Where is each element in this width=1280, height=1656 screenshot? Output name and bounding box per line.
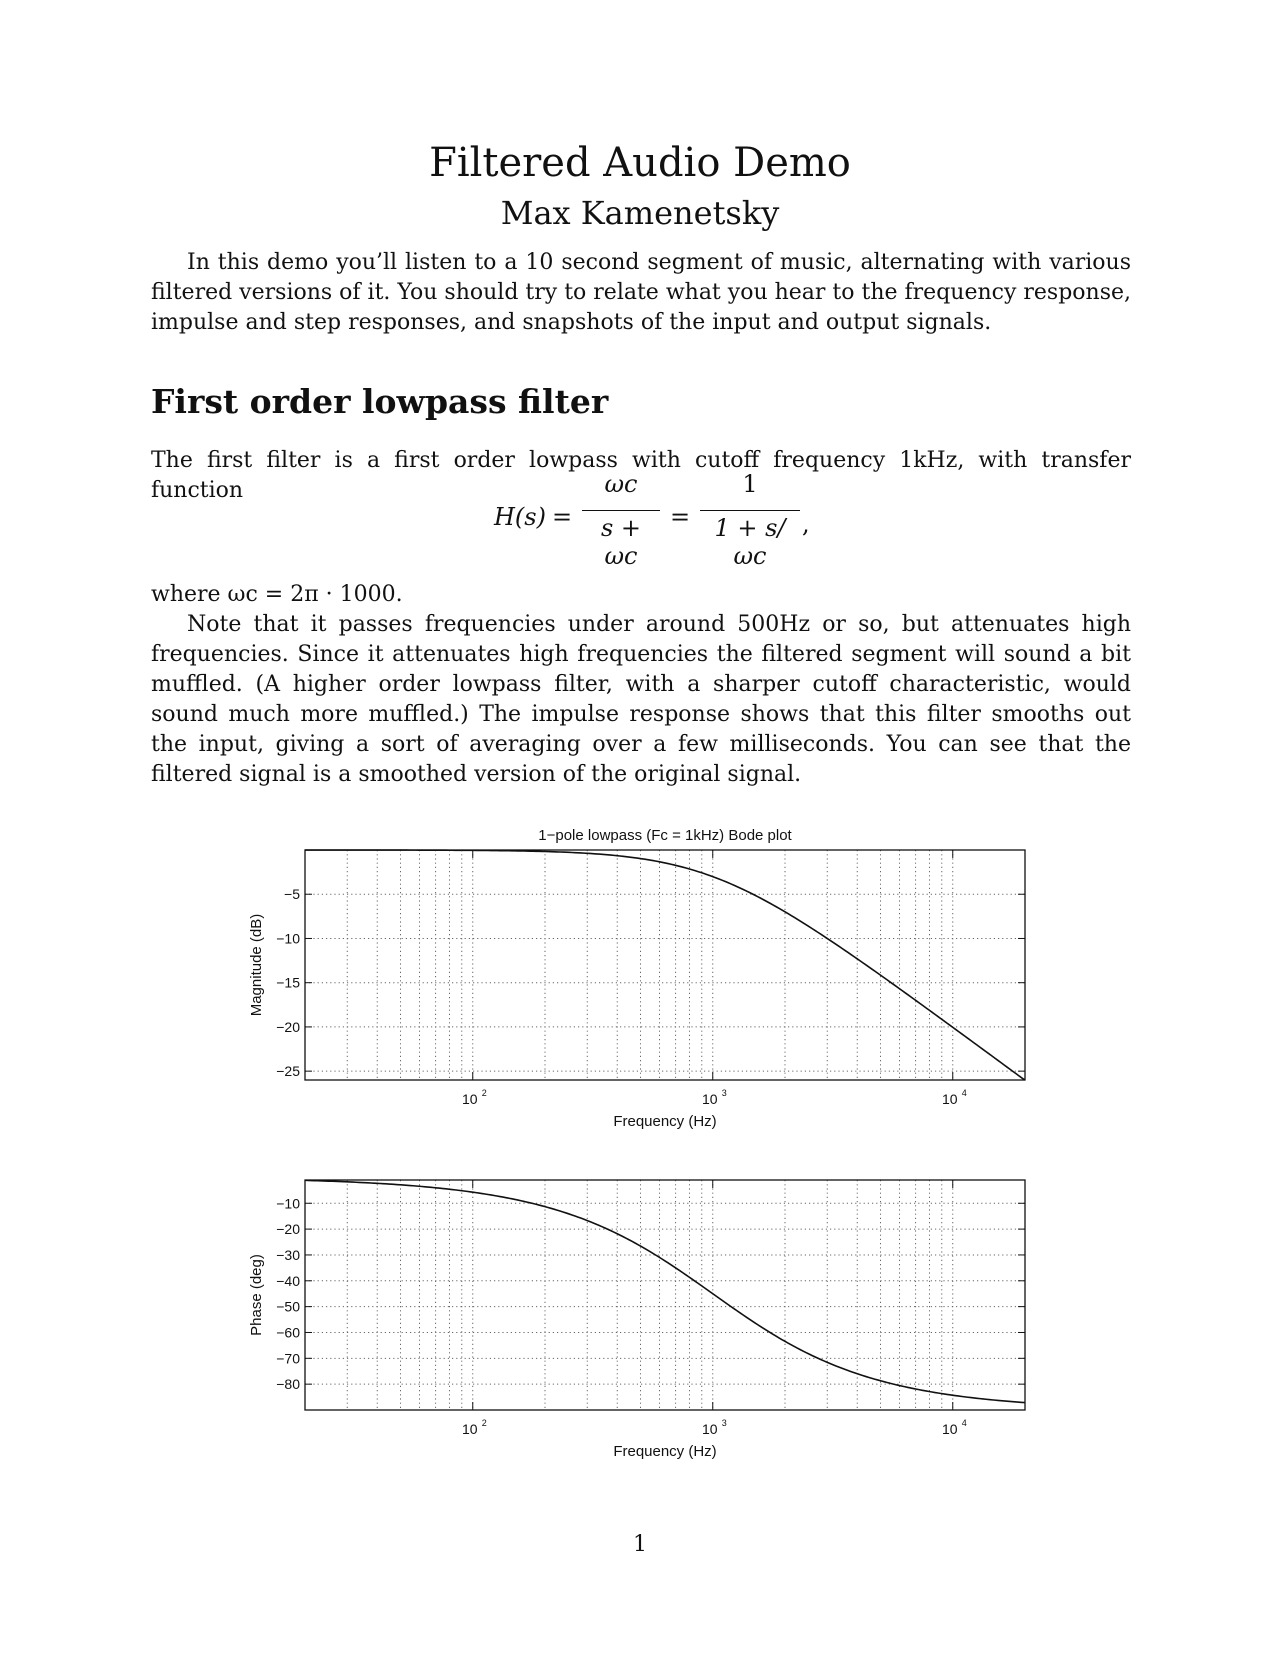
author-name: Max Kamenetsky bbox=[500, 194, 780, 232]
intro-paragraph: In this demo you’ll listen to a 10 second segment of music, alternating with various filtered versions of it. You should try to relate what you hear to the frequency response, impulse and step responses, and snapshots of the input and output signals. bbox=[151, 250, 1132, 335]
phase-ylabel: Phase (deg) bbox=[248, 1254, 265, 1336]
phase-frame bbox=[305, 1180, 1025, 1410]
magnitude-chart bbox=[0, 810, 1280, 1150]
magnitude-ytick-label: −20 bbox=[276, 1018, 300, 1035]
phase-grid bbox=[305, 1180, 1025, 1410]
fraction-2-denominator: 1 + s/ωc bbox=[714, 514, 786, 570]
phase-xlabel: Frequency (Hz) bbox=[613, 1443, 717, 1460]
magnitude-ylabel: Magnitude (dB) bbox=[248, 913, 265, 1017]
phase-xtick-exp: 4 bbox=[961, 1418, 967, 1428]
magnitude-series-line bbox=[305, 850, 1025, 1080]
fraction-2-numerator: 1 bbox=[742, 470, 758, 498]
magnitude-xtick-label: 10 bbox=[941, 1091, 958, 1107]
magnitude-xtick-exp: 4 bbox=[961, 1088, 967, 1098]
phase-xtick-label: 10 bbox=[701, 1421, 718, 1437]
fraction-1-denominator: s + ωc bbox=[600, 514, 642, 570]
phase-ytick-label: −50 bbox=[276, 1298, 300, 1315]
magnitude-ytick-label: −15 bbox=[276, 974, 300, 991]
magnitude-ytick-label: −10 bbox=[276, 930, 300, 947]
phase-xtick-label: 10 bbox=[941, 1421, 958, 1437]
body-paragraph: Note that it passes frequencies under around 500Hz or so, but attenuates high frequencies. Since it attenuates high frequencies the filtered segment will sound a bit muffled. (A higher order lowpass filter, with a sharper cutoff characteristic, would sound much more muffled.) The impulse response shows that this filter smooths out the input, giving a sort of averaging over a few milliseconds. You can see that the filtered signal is a smoothed version of the original signal. bbox=[151, 612, 1131, 787]
page-number: 1 bbox=[633, 1532, 647, 1557]
document-title: Filtered Audio Demo bbox=[429, 140, 851, 186]
phase-chart bbox=[0, 1160, 1280, 1480]
equation-trailing-comma: , bbox=[802, 510, 810, 538]
fraction-1-numerator: ωc bbox=[604, 470, 638, 498]
phase-ytick-label: −60 bbox=[276, 1324, 300, 1341]
magnitude-xtick-exp: 2 bbox=[481, 1088, 487, 1098]
transfer-function-equation: H(s) = ωc s + ωc = 1 1 + s/ωc , bbox=[494, 470, 810, 570]
phase-ytick-label: −80 bbox=[276, 1376, 300, 1393]
magnitude-frame bbox=[305, 850, 1025, 1080]
equation-lhs: H(s) bbox=[494, 503, 546, 531]
phase-series-line bbox=[305, 1180, 1025, 1402]
phase-ytick-label: −40 bbox=[276, 1272, 300, 1289]
phase-xtick-exp: 2 bbox=[481, 1418, 487, 1428]
phase-ytick-label: −30 bbox=[276, 1246, 300, 1263]
equation-fraction-1 bbox=[582, 470, 660, 570]
phase-xtick-label: 10 bbox=[461, 1421, 478, 1437]
magnitude-grid bbox=[305, 850, 1025, 1080]
phase-ytick-label: −20 bbox=[276, 1221, 300, 1238]
magnitude-ytick-label: −5 bbox=[284, 886, 300, 903]
section-heading: First order lowpass filter bbox=[151, 382, 609, 421]
phase-xtick-exp: 3 bbox=[721, 1418, 727, 1428]
magnitude-ytick-label: −25 bbox=[276, 1063, 300, 1080]
magnitude-xtick-label: 10 bbox=[701, 1091, 718, 1107]
section-lead: The first filter is a first order lowpass with cutoff frequency 1kHz, with transfer function bbox=[151, 448, 1131, 503]
magnitude-xtick-label: 10 bbox=[461, 1091, 478, 1107]
magnitude-title: 1−pole lowpass (Fc = 1kHz) Bode plot bbox=[538, 827, 792, 844]
magnitude-xlabel: Frequency (Hz) bbox=[613, 1113, 717, 1130]
equation-fraction-2 bbox=[700, 470, 800, 570]
phase-ytick-label: −70 bbox=[276, 1350, 300, 1367]
magnitude-xtick-exp: 3 bbox=[721, 1088, 727, 1098]
where-clause: where ωc = 2π · 1000. bbox=[151, 582, 403, 607]
phase-ytick-label: −10 bbox=[276, 1195, 300, 1212]
